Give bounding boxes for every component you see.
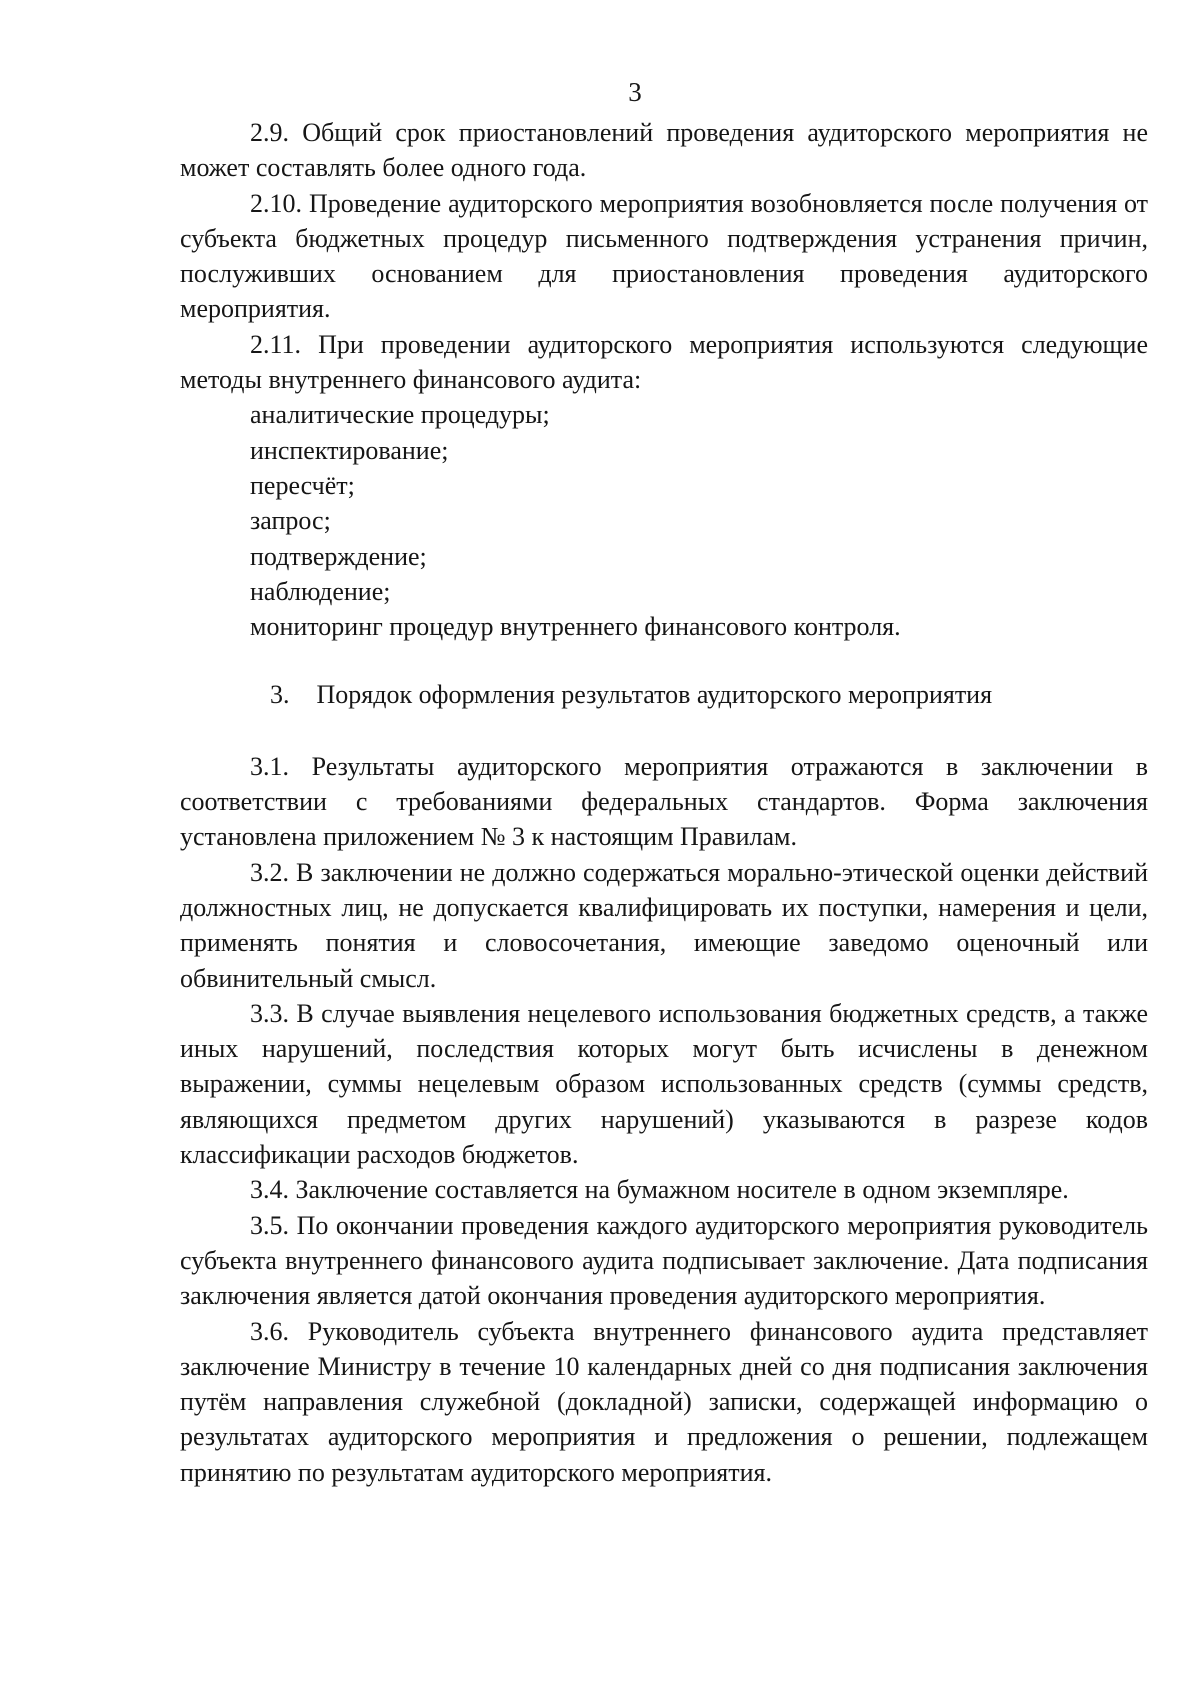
document-body xyxy=(180,115,1148,1490)
methods-list xyxy=(180,397,1148,644)
list-item: запрос; xyxy=(250,506,331,536)
paragraph-3-5: 3.5. По окончании проведения каждого аудиторского мероприятия руководитель субъекта внутреннего финансового аудита подписывает заключение. Дата подписания заключения является датой окончания проведения аудиторского мероприятия. xyxy=(180,1210,1148,1311)
paragraph-3-6: 3.6. Руководитель субъекта внутреннего финансового аудита представляет заключение Министру в течение 10 календарных дней со дня подписания заключения путём направления служебной (докладной) записки, содержащей информацию о результатах аудиторского мероприятия и предложения о решении, подлежащем принятию по результатам аудиторского мероприятия. xyxy=(180,1316,1148,1487)
list-item: аналитические процедуры; xyxy=(250,400,550,430)
paragraph-2-11: 2.11. При проведении аудиторского мероприятия используются следующие методы внутреннего финансового аудита: xyxy=(180,329,1148,395)
paragraph-2-9: 2.9. Общий срок приостановлений проведения аудиторского мероприятия не может составлять более одного года. xyxy=(180,118,1148,183)
list-item: инспектирование; xyxy=(250,435,449,465)
paragraph-3-2: 3.2. В заключении не должно содержаться морально-этической оценки действий должностных лиц, не допускается квалифицировать их поступки, намерения и цели, применять понятия и словосочетания, имеющие заведомо оценочный или обвинительный смысл. xyxy=(180,857,1148,993)
list-item: мониторинг процедур внутреннего финансового контроля. xyxy=(250,612,901,642)
list-item: подтверждение; xyxy=(250,541,427,571)
list-item: пересчёт; xyxy=(250,470,355,500)
paragraph-2-10: 2.10. Проведение аудиторского мероприятия возобновляется после получения от субъекта бюджетных процедур письменного подтверждения устранения причин, послуживших основанием для приостановления проведения аудиторского мероприятия. xyxy=(180,188,1148,324)
list-item: наблюдение; xyxy=(250,576,391,606)
paragraph-3-1: 3.1. Результаты аудиторского мероприятия отражаются в заключении в соответствии с требованиями федеральных стандартов. Форма заключения установлена приложением № 3 к настоящим Правилам. xyxy=(180,751,1148,852)
section-number: 3. xyxy=(270,680,290,710)
section-heading xyxy=(180,677,1148,712)
section-title: Порядок оформления результатов аудиторского мероприятия xyxy=(316,680,993,710)
paragraph-3-4: 3.4. Заключение составляется на бумажном носителе в одном экземпляре. xyxy=(250,1175,1069,1205)
page-number: 3 xyxy=(628,77,642,107)
paragraph-3-3: 3.3. В случае выявления нецелевого использования бюджетных средств, а также иных нарушений, последствия которых могут быть исчислены в денежном выражении, суммы нецелевым образом использованных средств (суммы средств, являющихся предметом других нарушений) указываются в разрезе кодов классификации расходов бюджетов. xyxy=(180,998,1148,1170)
